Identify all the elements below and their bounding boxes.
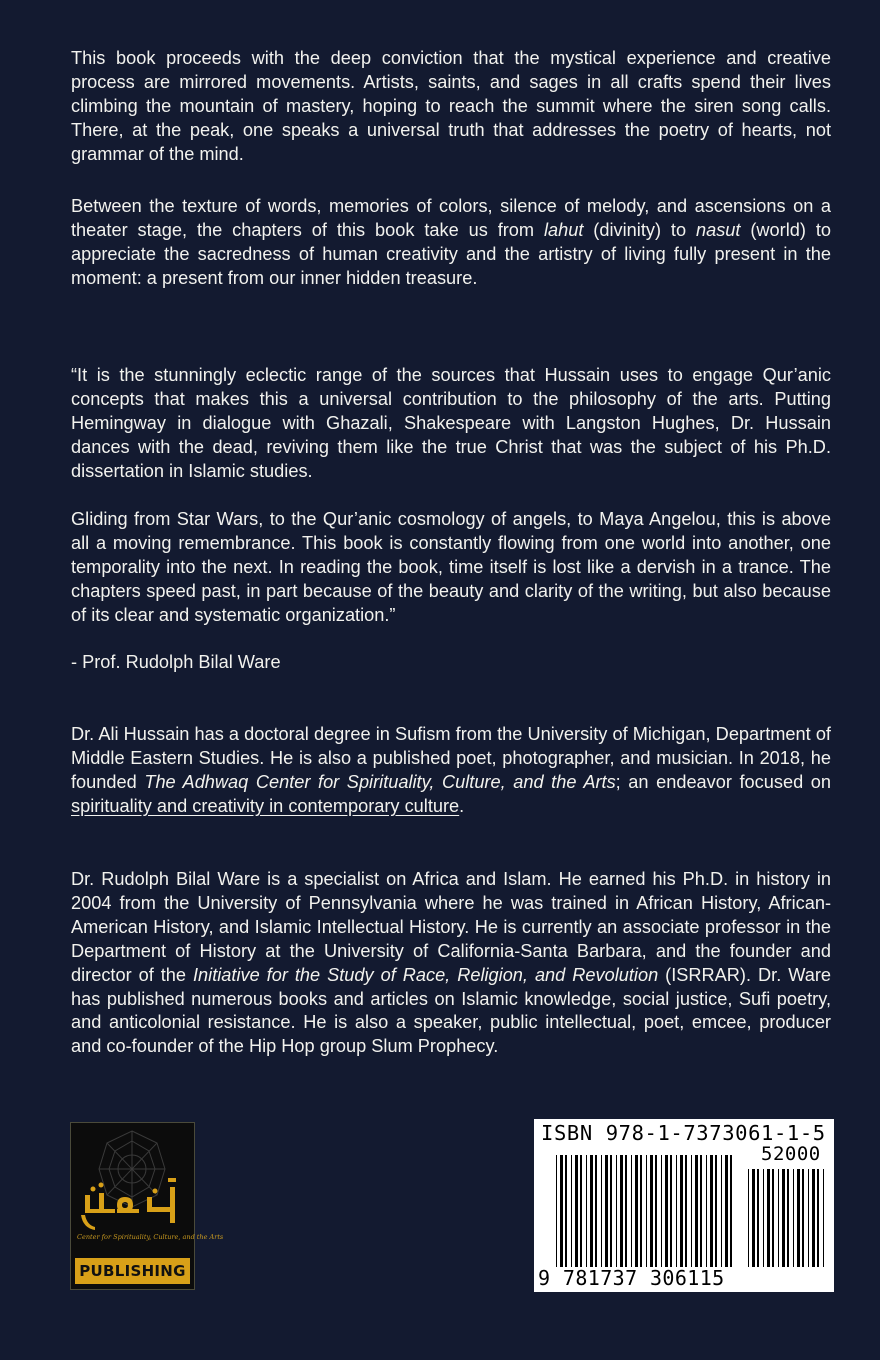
endorser-bio-text <box>71 868 831 1059</box>
ean-barcode-bar <box>676 1155 677 1267</box>
ean-barcode-bar <box>700 1155 702 1267</box>
ean-barcode-bar <box>655 1155 657 1267</box>
endorser-bio <box>71 868 831 1059</box>
isbn-barcode <box>534 1119 834 1292</box>
ean-barcode-bar <box>721 1155 722 1267</box>
ean-barcode-bar <box>586 1155 587 1267</box>
ean-barcode-bar <box>680 1155 683 1267</box>
adhwaq-center-name: The Adhwaq Center for Spirituality, Culture, and the Arts <box>144 771 616 792</box>
addon-barcode-bar <box>763 1169 764 1267</box>
blurb-text-2a: Between the texture of words, memories of colors, silence of melody, and ascensions on a theater stage, the chapters of this book take us from <box>71 196 831 240</box>
addon-barcode-bar <box>797 1169 800 1267</box>
addon-barcode-bar <box>772 1169 774 1267</box>
addon-barcode-bar <box>778 1169 779 1267</box>
ean-barcode-bar <box>635 1155 638 1267</box>
endorsement-text-1: “It is the stunningly eclectic range of the sources that Hussain uses to engage Qur’anic concepts that makes this a universal contribution to the philosophy of the arts. Putting Hemingway in dialogue with Ghazali, Shakespeare with Langston Hughes, Dr. Hussain dances with the dead, reviving them like the true Christ that was the subject of his Ph.D. dissertation in Islamic studies. <box>71 365 831 481</box>
ean-barcode-bar <box>565 1155 567 1267</box>
addon-barcode-bar <box>767 1169 770 1267</box>
ean-barcode-bar <box>661 1155 662 1267</box>
author-bio-a: Dr. Ali Hussain has a doctoral degree in Sufism from the University of Michigan, Department of Middle Eastern Studies. He is also a published poet, photographer, and musician. In 2018, he founded <box>71 724 831 792</box>
endorser-bio-a: Dr. Rudolph Bilal Ware is a specialist on Africa and Islam. He earned his Ph.D. in history in 2004 from the University of Pennsylvania where he was trained in African History, African-American History, and Islamic Intellectual History. He is currently an associate professor in the Department of History at the University of California-Santa Barbara, and the founder and director of the <box>71 869 831 985</box>
endorsement-attribution: - Prof. Rudolph Bilal Ware <box>71 652 281 672</box>
ean-barcode-bar <box>665 1155 668 1267</box>
blurb-text-2 <box>71 195 831 291</box>
book-description-paragraph-1 <box>71 47 831 167</box>
ean-digits: 9 781737 306115 <box>538 1266 725 1290</box>
arabic-calligraphy-icon <box>81 1178 176 1230</box>
addon-barcode-bar <box>752 1169 755 1267</box>
ean-barcode-bar <box>620 1155 623 1267</box>
addon-barcode-bar <box>817 1169 819 1267</box>
ean-barcode-bar <box>616 1155 617 1267</box>
spirituality-creativity-link[interactable]: spirituality and creativity in contemporary culture <box>71 795 460 816</box>
addon-barcode-bar <box>802 1169 804 1267</box>
addon-barcode-bar <box>793 1169 794 1267</box>
ean-barcode-bar <box>650 1155 653 1267</box>
ean-barcode-bar <box>706 1155 707 1267</box>
addon-barcode-bar <box>748 1169 749 1267</box>
author-bio <box>71 723 831 819</box>
ean-barcode-bar <box>556 1155 557 1267</box>
ean-barcode-bar <box>725 1155 728 1267</box>
book-description-paragraph-2 <box>71 195 831 291</box>
author-bio-c: . <box>459 795 465 816</box>
ean-barcode-bar <box>595 1155 597 1267</box>
ean-barcode-bar <box>560 1155 563 1267</box>
isbn-number: ISBN 978-1-7373061-1-5 <box>541 1121 826 1145</box>
endorsement-text-2: Gliding from Star Wars, to the Qur’anic cosmology of angels, to Maya Angelou, this is above all a moving remembrance. This book is constantly flowing from one world into another, one temporality into the next. In reading the book, time itself is lost like a dervish in a trance. The chapters speed past, in part because of the beauty and clarity of the writing, but also because of its clear and systematic organization.” <box>71 509 831 625</box>
ean-barcode-bar <box>610 1155 612 1267</box>
blurb-text-2b: (divinity) to <box>583 219 696 240</box>
addon-barcode-bar <box>823 1169 824 1267</box>
ean-barcode-bar <box>605 1155 608 1267</box>
ean-barcode-bar <box>625 1155 627 1267</box>
publisher-logo <box>70 1122 224 1290</box>
ean-barcode-bar <box>590 1155 593 1267</box>
addon-barcode-bar <box>787 1169 789 1267</box>
ean-barcode-bar <box>670 1155 672 1267</box>
ean-barcode-bar <box>695 1155 698 1267</box>
ean-barcode-bar <box>580 1155 582 1267</box>
author-bio-text <box>71 723 831 819</box>
blurb-text-2c: (world) to appreciate the sacredness of human creativity and the artistry of living fully present in the moment: a present from our inner hidden treasure. <box>71 219 831 288</box>
logo-tagline: Center for Spirituality, Culture, and the Arts <box>77 1233 224 1241</box>
blurb-text-1: This book proceeds with the deep conviction that the mystical experience and creative process are mirrored movements. Artists, saints, and sages in all crafts spend their lives climbing the mountain of mastery, hoping to reach the summit where the siren song calls. There, at the peak, one speaks a universal truth that addresses the poetry of hearts, not grammar of the mind. <box>71 48 831 164</box>
term-nasut: nasut <box>695 219 741 240</box>
ean-barcode-bar <box>575 1155 578 1267</box>
term-lahut: lahut <box>543 219 584 240</box>
price-code: 52000 <box>761 1143 821 1165</box>
geometric-pattern <box>99 1131 165 1207</box>
ean-barcode-bar <box>685 1155 687 1267</box>
ean-barcode-bar <box>730 1155 732 1267</box>
ean-barcode-bar <box>601 1155 602 1267</box>
ean-barcode-bar <box>571 1155 572 1267</box>
ean-barcode-bar <box>710 1155 713 1267</box>
addon-barcode-bar <box>757 1169 759 1267</box>
addon-barcode-bar <box>812 1169 815 1267</box>
endorser-bio-b: (ISRRAR). Dr. Ware has published numerous books and articles on Islamic knowledge, social justice, Sufi poetry, and anticolonial resistance. He is also a speaker, public intellectual, poet, emcee, producer and co-founder of the Hip Hop group Slum Prophecy. <box>71 964 831 1057</box>
endorsement-paragraph-1 <box>71 364 831 484</box>
ean-barcode-bar <box>640 1155 642 1267</box>
ean-barcode-bar <box>715 1155 717 1267</box>
ean-barcode-bar <box>631 1155 632 1267</box>
addon-barcode-bar <box>782 1169 785 1267</box>
isrrar-initiative-name: Initiative for the Study of Race, Religion, and Revolution <box>193 964 659 985</box>
endorsement-paragraph-2 <box>71 508 831 628</box>
author-bio-b: ; an endeavor focused on <box>615 771 832 792</box>
ean-barcode-bar <box>646 1155 647 1267</box>
ean-barcode-bar <box>691 1155 692 1267</box>
publishing-label: PUBLISHING <box>75 1258 190 1284</box>
addon-barcode-bar <box>808 1169 809 1267</box>
